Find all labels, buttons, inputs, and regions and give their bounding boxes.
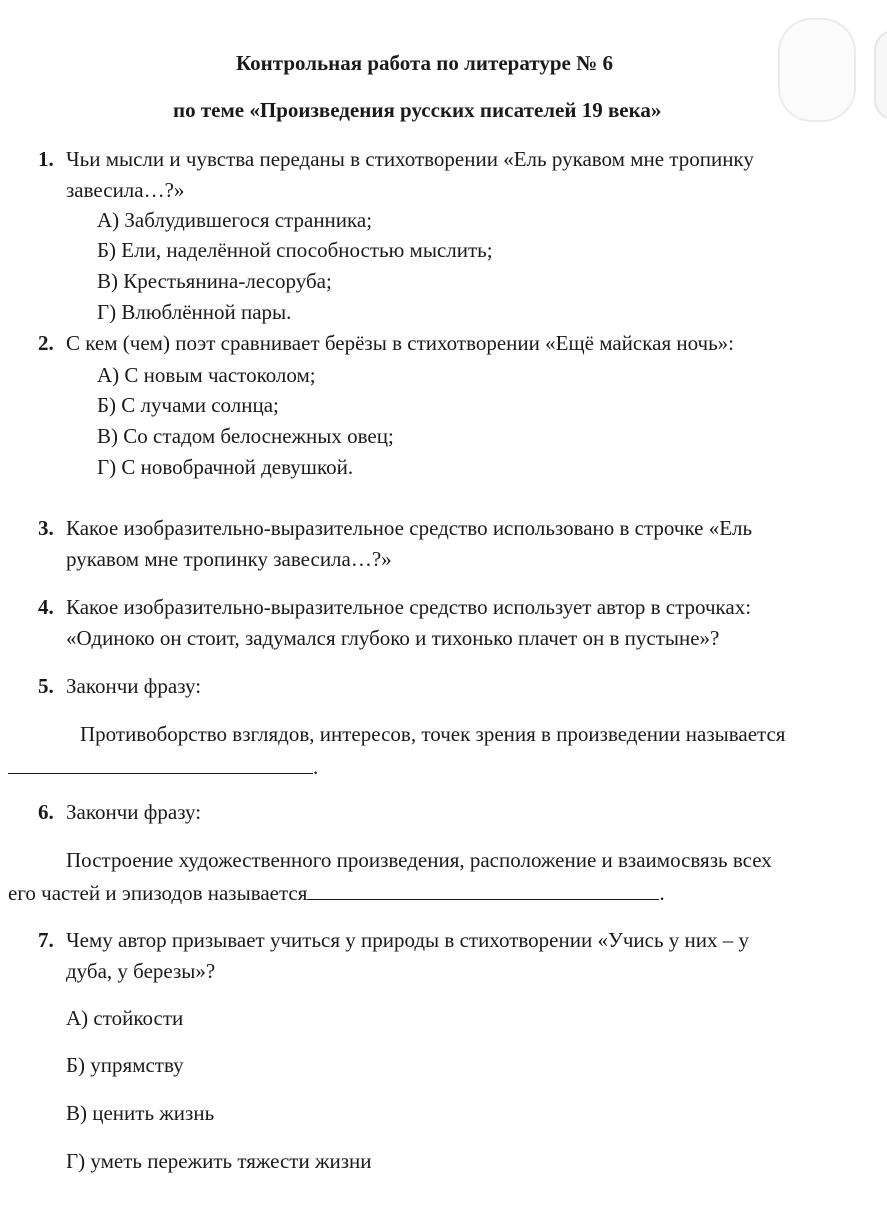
question-text: Построение художественного произведения, расположение и взаимосвязь всех [66,848,772,872]
question-text: Противоборство взглядов, интересов, точек зрения в произведении называется [80,722,786,746]
answer-option: А) Заблудившегося странника; [97,208,373,232]
question-number: 3. [38,516,54,540]
question-text: Закончи фразу: [66,800,202,824]
blank-end: . [659,881,665,905]
question-text: рукавом мне тропинку завесила…?» [66,547,392,571]
corner-overlay-edge [874,30,887,120]
answer-option: Б) упрямству [66,1053,184,1077]
question-text: его частей и эпизодов называется [8,881,308,905]
blank-underline [307,881,659,900]
page-title: Контрольная работа по литературе № 6 [236,51,613,75]
answer-option: Г) уметь пережить тяжести жизни [66,1149,372,1173]
question-number: 4. [38,595,54,619]
answer-option: А) С новым частоколом; [97,363,316,387]
question-number: 5. [38,674,54,698]
question-text: «Одиноко он стоит, задумался глубоко и тихонько плачет он в пустыне»? [66,626,720,650]
answer-option: В) Крестьянина-лесоруба; [97,269,332,293]
answer-option: В) Со стадом белоснежных овец; [97,424,394,448]
blank-end: . [313,755,319,779]
question-text: Чему автор призывает учиться у природы в стихотворении «Учись у них – у [66,928,750,952]
answer-option: Г) С новобрачной девушкой. [97,455,354,479]
answer-blank-line [8,881,665,904]
question-number: 1. [38,147,54,171]
question-text: Чьи мысли и чувства переданы в стихотворении «Ель рукавом мне тропинку [66,147,754,171]
question-text: дуба, у березы»? [66,959,216,983]
question-text: Закончи фразу: [66,674,202,698]
question-number: 2. [38,331,54,355]
answer-option: Б) С лучами солнца; [97,393,279,417]
question-text: завесила…?» [66,178,185,202]
answer-option: Г) Влюблённой пары. [97,300,292,324]
question-text: С кем (чем) поэт сравнивает берёзы в стихотворении «Ещё майская ночь»: [66,331,735,355]
answer-option: А) стойкости [66,1006,184,1030]
question-number: 6. [38,800,54,824]
question-text: Какое изобразительно-выразительное средство использует автор в строчках: [66,595,752,619]
answer-option: В) ценить жизнь [66,1101,215,1125]
corner-overlay-button [778,18,856,122]
answer-blank-line [8,755,318,778]
blank-underline [8,755,313,774]
page-subtitle: по теме «Произведения русских писателей 19 века» [173,98,662,122]
question-text: Какое изобразительно-выразительное средство использовано в строчке «Ель [66,516,753,540]
answer-option: Б) Ели, наделённой способностью мыслить; [97,238,493,262]
question-number: 7. [38,928,54,952]
